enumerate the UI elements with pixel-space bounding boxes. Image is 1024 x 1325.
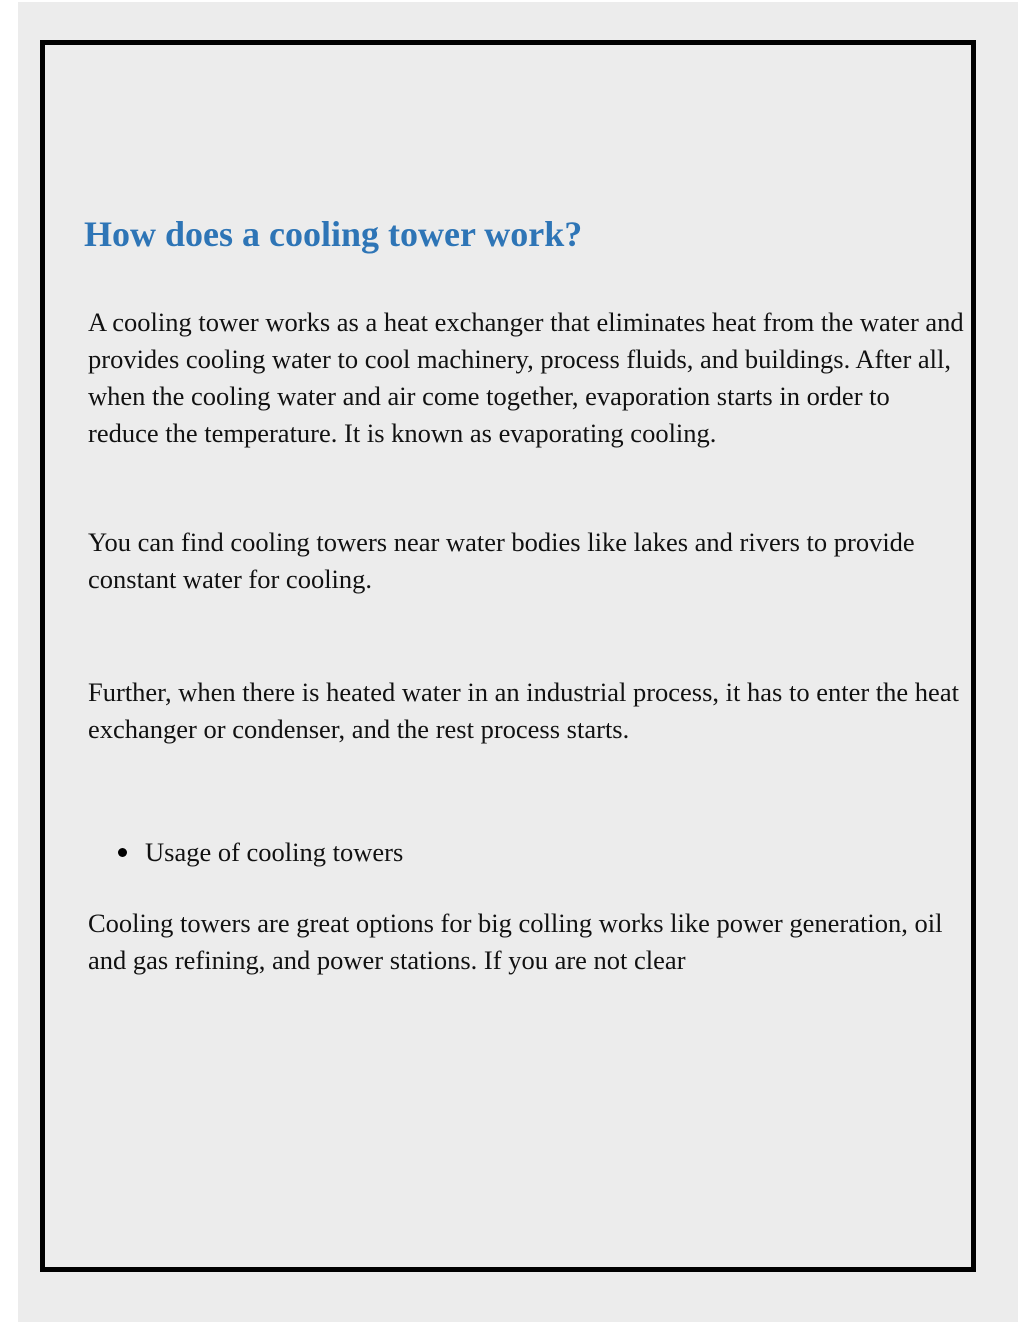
document-content: [84, 208, 964, 979]
paragraph-cooling-tower-location: You can find cooling towers near water bodies like lakes and rivers to provide constant water for cooling.: [88, 527, 915, 594]
document-page: [18, 2, 1018, 1322]
paragraph-cooling-tower-definition: A cooling tower works as a heat exchanger that eliminates heat from the water and provides cooling water to cool machinery, process fluids, and buildings. After all, when the cooling water and air come together, evaporation starts in order to reduce the temperature. It is known as evaporating cooling.: [88, 307, 964, 448]
bullet-list: [84, 834, 964, 871]
paragraph-industrial-process: Further, when there is heated water in an industrial process, it has to enter the heat exchanger or condenser, and the rest process starts.: [88, 677, 959, 744]
bullet-icon: [118, 848, 127, 857]
paragraph-usage: Cooling towers are great options for big colling works like power generation, oil and gas refining, and power stations. If you are not clear: [88, 908, 943, 975]
document-title: How does a cooling tower work?: [84, 214, 583, 254]
bullet-text: Usage of cooling towers: [145, 837, 404, 867]
list-item: [118, 834, 964, 871]
